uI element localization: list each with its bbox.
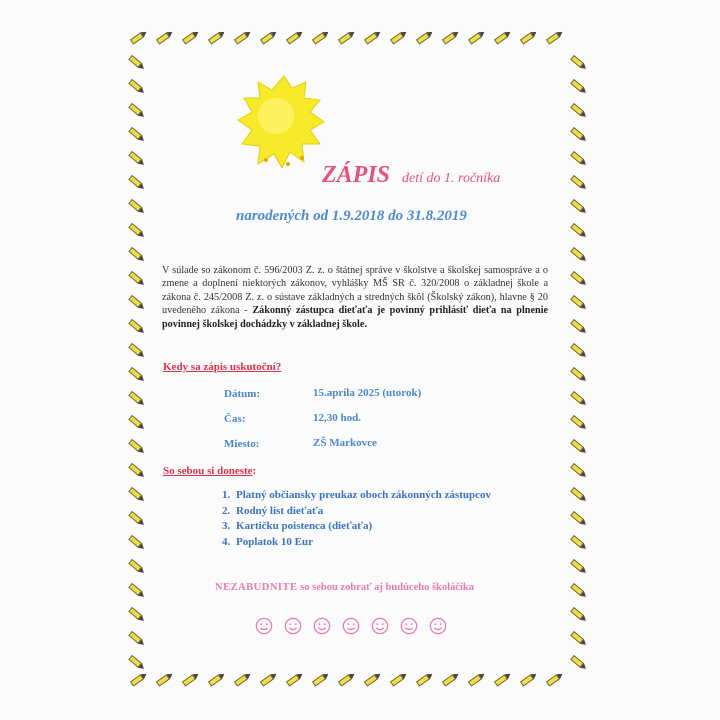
list-item bbox=[222, 488, 491, 504]
pencil-icon bbox=[182, 29, 200, 44]
title-sub: detí do 1. ročníka bbox=[402, 171, 501, 186]
pencil-icon bbox=[570, 439, 588, 455]
list-item-text: Platný občiansky preukaz oboch zákonných zástupcov bbox=[236, 489, 491, 501]
list-item-number: 4. bbox=[222, 535, 231, 548]
pencil-icon bbox=[128, 535, 146, 551]
pencil-icon bbox=[570, 199, 588, 215]
pencil-icon bbox=[208, 671, 226, 686]
pencil-icon bbox=[128, 199, 146, 215]
pencil-icon bbox=[570, 343, 588, 359]
date-label: Dátum: bbox=[224, 388, 261, 400]
list-item-number: 3. bbox=[222, 520, 231, 532]
pencil-icon bbox=[468, 671, 486, 686]
pencil-icon bbox=[130, 671, 148, 686]
page-title bbox=[322, 162, 500, 189]
pencil-icon bbox=[128, 175, 146, 191]
pencil-icon bbox=[260, 29, 278, 44]
pencil-icon bbox=[520, 29, 538, 44]
pencil-icon bbox=[570, 631, 588, 647]
pencil-icon bbox=[128, 319, 146, 335]
smiley-row bbox=[255, 617, 447, 635]
pencil-icon bbox=[156, 671, 174, 686]
pencil-icon bbox=[128, 247, 146, 263]
pencil-icon bbox=[128, 439, 146, 455]
pencil-icon bbox=[468, 29, 486, 44]
pencil-icon bbox=[570, 391, 588, 407]
bring-colon: : bbox=[252, 465, 257, 477]
pencil-icon bbox=[208, 29, 226, 44]
pencil-icon bbox=[442, 671, 460, 686]
pencil-icon bbox=[570, 271, 588, 287]
pencil-icon bbox=[570, 415, 588, 431]
pencil-icon bbox=[286, 671, 304, 686]
pencil-icon bbox=[494, 29, 512, 44]
legal-paragraph bbox=[162, 264, 548, 331]
pencil-icon bbox=[260, 671, 278, 686]
pencil-icon bbox=[156, 29, 174, 44]
list-item bbox=[222, 535, 491, 551]
pencil-icon bbox=[128, 343, 146, 359]
pencil-icon bbox=[128, 55, 146, 71]
legal-text: V súlade so zákonom č. 596/2003 Z. z. o štátnej správe v školstve a školskej samospráve a o zmene a doplnení niektorých zákonov, vyhlášky MŠ SR č. 320/2008 o základnej škole a zákona č. 245/2008 Z. z. o sústave základných a stredných škôl (Školský zákon), hlavne § 20 uvedeného zákona - bbox=[162, 265, 548, 317]
pencil-icon bbox=[570, 55, 588, 71]
bring-list bbox=[222, 488, 491, 550]
pencil-icon bbox=[128, 391, 146, 407]
pencil-icon bbox=[128, 127, 146, 143]
place-value: ZŠ Markovce bbox=[313, 437, 377, 449]
place-label: Miesto: bbox=[224, 438, 260, 450]
list-item bbox=[222, 519, 491, 535]
reminder bbox=[215, 582, 474, 593]
pencil-icon bbox=[570, 295, 588, 311]
list-item-text: Kartičku poistenca (dieťaťa) bbox=[236, 520, 373, 532]
pencil-icon bbox=[570, 79, 588, 95]
smiley-icon bbox=[342, 617, 360, 635]
smiley-icon bbox=[284, 617, 302, 635]
pencil-icon bbox=[128, 487, 146, 503]
pencil-icon bbox=[128, 271, 146, 287]
list-item-text: Poplatok 10 Eur bbox=[236, 535, 314, 548]
pencil-icon bbox=[570, 559, 588, 575]
pencil-icon bbox=[570, 463, 588, 479]
pencil-icon bbox=[570, 175, 588, 191]
list-item-number: 1. bbox=[222, 489, 231, 501]
pencil-icon bbox=[570, 607, 588, 623]
pencil-icon bbox=[364, 29, 382, 44]
pencil-icon bbox=[570, 487, 588, 503]
pencil-icon bbox=[494, 671, 512, 686]
pencil-icon bbox=[128, 511, 146, 527]
pencil-icon bbox=[128, 223, 146, 239]
pencil-icon bbox=[128, 79, 146, 95]
smiley-icon bbox=[429, 617, 447, 635]
pencil-icon bbox=[338, 29, 356, 44]
pencil-icon bbox=[128, 295, 146, 311]
pencil-icon bbox=[570, 583, 588, 599]
pencil-icon bbox=[128, 415, 146, 431]
reminder-strong: NEZABUDNITE bbox=[215, 582, 298, 593]
pencil-icon bbox=[570, 511, 588, 527]
pencil-icon bbox=[128, 631, 146, 647]
legal-text-bold: Zákonný zástupca dieťaťa je povinný prihlásiť dieťa na plnenie povinnej školskej dochádzky v základnej škole. bbox=[162, 305, 548, 330]
pencil-icon bbox=[570, 151, 588, 167]
pencil-icon bbox=[570, 535, 588, 551]
pencil-icon bbox=[364, 671, 382, 686]
pencil-icon bbox=[312, 671, 330, 686]
bring-heading: So sebou si doneste bbox=[163, 465, 253, 477]
smiley-icon bbox=[371, 617, 389, 635]
when-heading: Kedy sa zápis uskutoční? bbox=[163, 361, 282, 373]
pencil-icon bbox=[128, 367, 146, 383]
pencil-icon bbox=[182, 671, 200, 686]
pencil-icon bbox=[338, 671, 356, 686]
smiley-icon bbox=[313, 617, 331, 635]
birth-range: narodených od 1.9.2018 do 31.8.2019 bbox=[236, 208, 467, 224]
pencil-icon bbox=[128, 655, 146, 671]
pencil-icon bbox=[128, 463, 146, 479]
pencil-icon bbox=[130, 29, 148, 44]
yellow-splash-icon bbox=[236, 74, 326, 170]
pencil-icon bbox=[546, 29, 564, 44]
pencil-icon bbox=[128, 607, 146, 623]
time-label: Čas: bbox=[224, 413, 246, 425]
smiley-icon bbox=[400, 617, 418, 635]
pencil-icon bbox=[128, 103, 146, 119]
pencil-icon bbox=[128, 559, 146, 575]
pencil-icon bbox=[390, 671, 408, 686]
reminder-rest: so sebou zobrať aj budúceho školáčika bbox=[300, 582, 474, 593]
pencil-icon bbox=[570, 367, 588, 383]
pencil-icon bbox=[128, 583, 146, 599]
pencil-icon bbox=[570, 127, 588, 143]
pencil-icon bbox=[520, 671, 538, 686]
pencil-icon bbox=[570, 223, 588, 239]
pencil-icon bbox=[234, 671, 252, 686]
pencil-icon bbox=[390, 29, 408, 44]
pencil-icon bbox=[570, 655, 588, 671]
pencil-icon bbox=[570, 319, 588, 335]
pencil-icon bbox=[312, 29, 330, 44]
list-item bbox=[222, 504, 491, 520]
pencil-icon bbox=[442, 29, 460, 44]
smiley-icon bbox=[255, 617, 273, 635]
pencil-icon bbox=[234, 29, 252, 44]
date-value: 15.apríla 2025 (utorok) bbox=[313, 387, 422, 399]
title-main: ZÁPIS bbox=[322, 162, 391, 188]
list-item-number: 2. bbox=[222, 504, 231, 517]
list-item-text: Rodný list dieťaťa bbox=[236, 504, 324, 517]
time-value: 12,30 hod. bbox=[313, 412, 361, 424]
pencil-icon bbox=[416, 671, 434, 686]
pencil-icon bbox=[570, 247, 588, 263]
bring-heading-row bbox=[163, 465, 256, 477]
pencil-icon bbox=[416, 29, 434, 44]
pencil-icon bbox=[570, 103, 588, 119]
pencil-icon bbox=[286, 29, 304, 44]
pencil-icon bbox=[546, 671, 564, 686]
pencil-icon bbox=[128, 151, 146, 167]
